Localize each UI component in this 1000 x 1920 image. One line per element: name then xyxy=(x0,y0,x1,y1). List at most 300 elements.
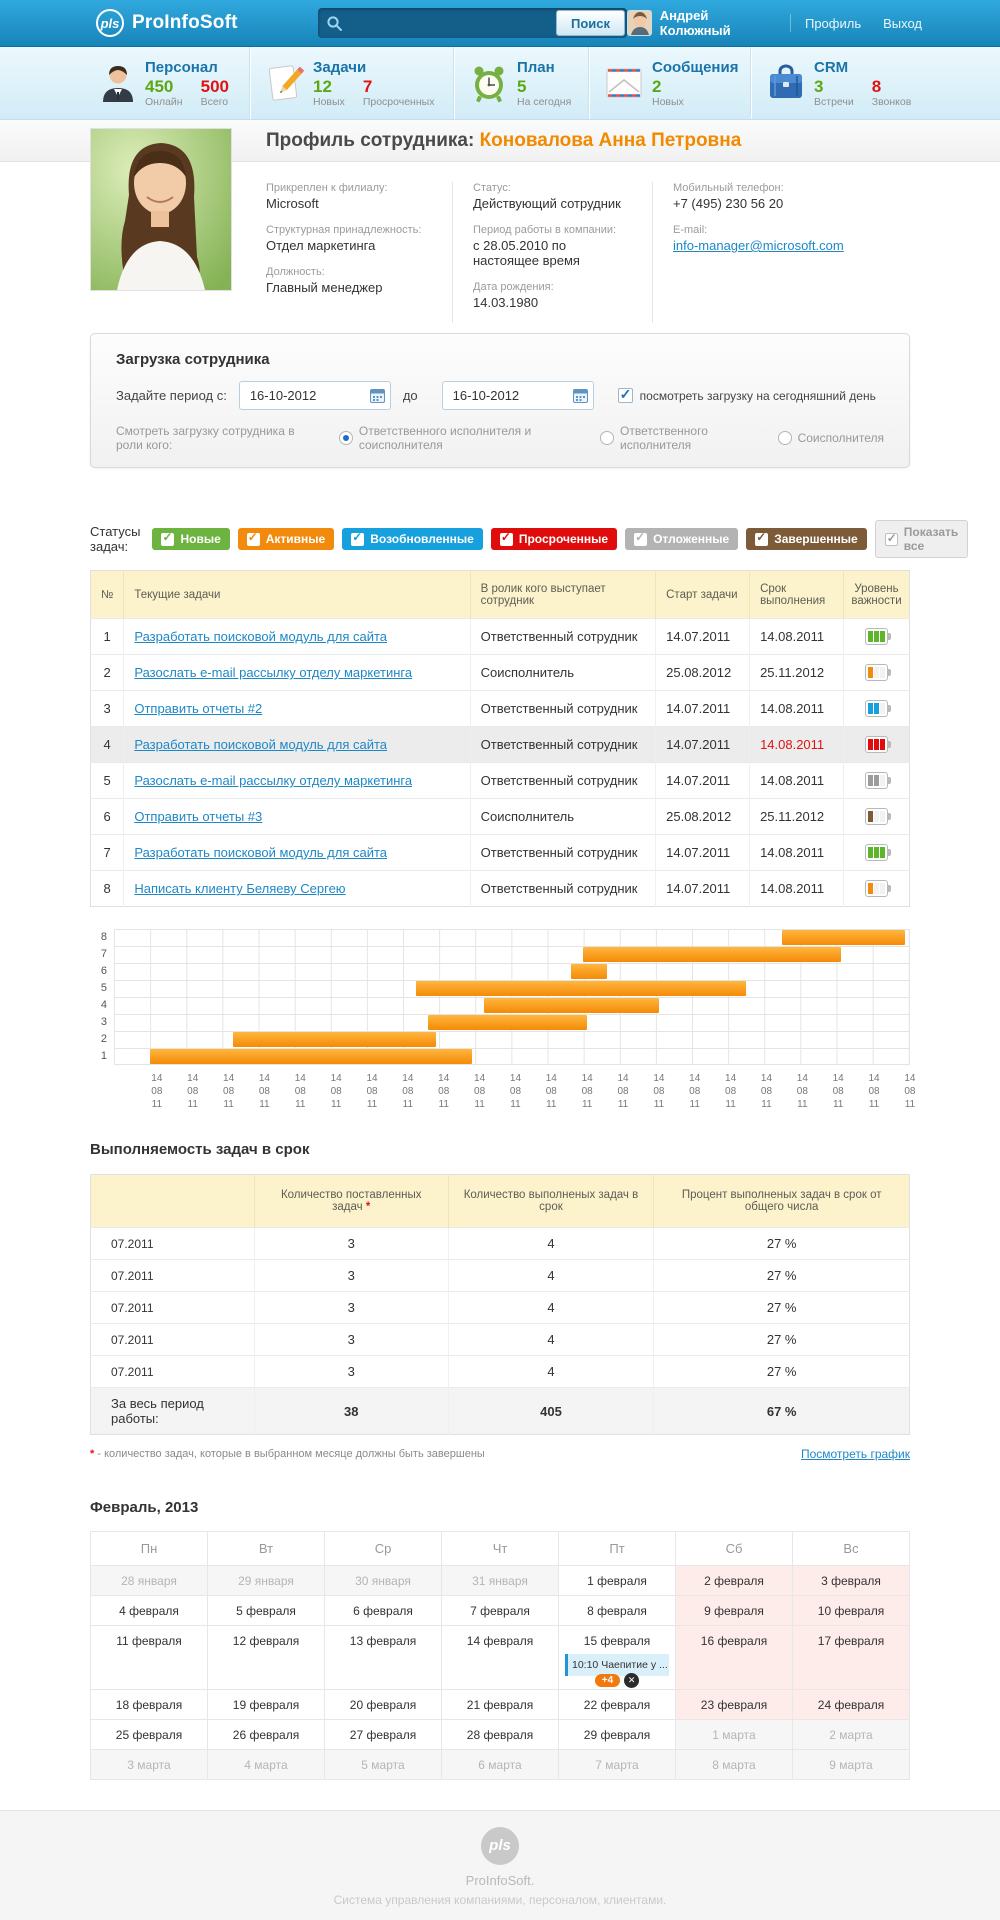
gantt-row-label: 3 xyxy=(100,1016,107,1028)
calendar-day[interactable] xyxy=(91,1596,208,1626)
calendar-week xyxy=(91,1596,910,1626)
calendar-day[interactable] xyxy=(325,1566,442,1596)
task-due: 14.08.2011 xyxy=(750,691,844,727)
day-label: 20 февраля xyxy=(349,1698,417,1712)
calendar-day[interactable] xyxy=(676,1626,793,1690)
day-label: 29 января xyxy=(238,1574,294,1588)
col-header-percent: Процент выполненых задач в срок от общего числа xyxy=(654,1175,910,1228)
gantt-tick-label: 14 08 11 xyxy=(868,1073,880,1110)
col-header-empty xyxy=(91,1175,255,1228)
date-from-input[interactable] xyxy=(239,381,391,410)
stat-label: Просроченных xyxy=(362,95,435,108)
task-link[interactable]: Разработать поисковой модуль для сайта xyxy=(134,845,388,860)
period-label: Задайте период с: xyxy=(116,388,227,403)
task-start: 14.07.2011 xyxy=(656,871,750,907)
badge-label: Активные xyxy=(265,532,326,546)
col-header-done: Количество выполненых задач в срок xyxy=(448,1175,654,1228)
total-value: 38 xyxy=(254,1388,448,1435)
total-row xyxy=(91,1388,910,1435)
calendar-day[interactable] xyxy=(676,1596,793,1626)
stat-label: Новых xyxy=(652,95,684,108)
mail-icon xyxy=(605,62,643,104)
status-filter-resumed[interactable] xyxy=(342,528,483,550)
calendar-day[interactable] xyxy=(676,1566,793,1596)
footer-brand: ProInfoSoft. xyxy=(465,1873,535,1888)
calendar-day[interactable] xyxy=(442,1750,559,1780)
role-radio-both[interactable] xyxy=(339,431,353,445)
battery-bar xyxy=(880,703,885,714)
battery-bar xyxy=(880,631,885,642)
calendar-day[interactable] xyxy=(208,1750,325,1780)
gantt-tick-label: 14 08 11 xyxy=(832,1073,844,1110)
gantt-tick-label: 14 08 11 xyxy=(581,1073,593,1110)
field-label: Прикреплен к филиалу: xyxy=(266,182,388,194)
field-value: Отдел маркетинга xyxy=(266,238,376,253)
gantt-bar-task-7 xyxy=(583,947,841,962)
period-cell: 07.2011 xyxy=(91,1324,255,1356)
calendar-day[interactable] xyxy=(325,1750,442,1780)
search-button[interactable]: Поиск xyxy=(556,10,625,36)
stat-crm[interactable] xyxy=(751,47,1000,119)
gantt-row-label: 7 xyxy=(100,948,107,960)
status-filter-new[interactable] xyxy=(152,528,229,550)
day-label: 7 марта xyxy=(595,1758,639,1772)
role-radio-responsible[interactable] xyxy=(600,431,614,445)
profile-link[interactable]: Профиль xyxy=(804,15,862,31)
day-label: 24 февраля xyxy=(817,1698,885,1712)
page-title-prefix: Профиль сотрудника: xyxy=(266,129,475,151)
importance-level-icon xyxy=(865,880,888,897)
gantt-tick-label: 14 08 11 xyxy=(653,1073,665,1110)
task-link[interactable]: Разработать поисковой модуль для сайта xyxy=(134,737,388,752)
status-filter-postponed[interactable] xyxy=(625,528,738,550)
task-num: 3 xyxy=(91,691,124,727)
value-cell: 27 % xyxy=(654,1292,910,1324)
calendar-day[interactable] xyxy=(325,1626,442,1690)
field-value: Действующий сотрудник xyxy=(473,196,621,211)
day-label: 6 марта xyxy=(478,1758,522,1772)
calendar-day[interactable] xyxy=(559,1720,676,1750)
col-header-due: Срок выполнения xyxy=(750,571,844,619)
stat-title: CRM xyxy=(814,58,849,76)
calendar-day-headers xyxy=(91,1532,910,1566)
today-checkbox-label: посмотреть загрузку на сегодняшний день xyxy=(639,388,876,403)
search-icon xyxy=(326,15,343,32)
value-cell: 3 xyxy=(254,1260,448,1292)
checkbox-icon xyxy=(755,533,768,546)
stat-title: План xyxy=(517,58,555,76)
checkbox-icon xyxy=(500,533,513,546)
battery-bar xyxy=(868,847,873,858)
task-role: Ответственный сотрудник xyxy=(470,835,656,871)
calendar-day[interactable] xyxy=(442,1720,559,1750)
battery-bar xyxy=(880,883,885,894)
task-due: 14.08.2011 xyxy=(750,835,844,871)
calendar-day[interactable] xyxy=(793,1720,910,1750)
status-filter-overdue[interactable] xyxy=(491,528,617,550)
calendar-week xyxy=(91,1566,910,1596)
email-link[interactable]: info-manager@microsoft.com xyxy=(673,238,844,253)
gantt-tick-label: 14 08 11 xyxy=(545,1073,557,1110)
date-to-input[interactable] xyxy=(442,381,594,410)
status-filter-show-all[interactable] xyxy=(875,520,969,558)
calendar-day[interactable] xyxy=(91,1566,208,1596)
alarm-clock-icon xyxy=(470,62,508,104)
badge-label: Завершенные xyxy=(774,532,858,546)
day-label: 8 марта xyxy=(712,1758,756,1772)
user-avatar[interactable] xyxy=(627,10,652,36)
day-label: 14 февраля xyxy=(466,1634,534,1648)
table-row xyxy=(91,1292,910,1324)
footer-logo-icon: pls xyxy=(481,1827,519,1865)
gantt-chart xyxy=(90,929,916,1111)
importance-level-icon xyxy=(865,664,888,681)
day-header: Ср xyxy=(325,1532,442,1566)
header-divider xyxy=(790,14,791,32)
table-footnote xyxy=(90,1448,485,1460)
task-role: Соисполнитель xyxy=(470,655,656,691)
task-role: Ответственный сотрудник xyxy=(470,691,656,727)
task-role: Ответственный сотрудник xyxy=(470,871,656,907)
battery-bar xyxy=(874,703,879,714)
task-link[interactable]: Разработать поисковой модуль для сайта xyxy=(134,629,388,644)
gantt-tick-label: 14 08 11 xyxy=(294,1073,306,1110)
day-label: 5 февраля xyxy=(236,1604,296,1618)
task-due: 14.08.2011 xyxy=(750,763,844,799)
stat-value: 12 xyxy=(313,76,332,96)
day-label: 2 февраля xyxy=(704,1574,764,1588)
calendar-day[interactable] xyxy=(442,1566,559,1596)
calendar-day[interactable] xyxy=(442,1690,559,1720)
calendar-day[interactable] xyxy=(325,1690,442,1720)
stat-value: 2 xyxy=(652,76,662,96)
gantt-tick-label: 14 08 11 xyxy=(474,1073,486,1110)
day-label: 3 февраля xyxy=(821,1574,881,1588)
battery-bar xyxy=(868,703,873,714)
col-header-level: Уровень важности xyxy=(844,571,910,619)
stat-title: Персонал xyxy=(145,58,218,76)
task-role: Ответственный сотрудник xyxy=(470,619,656,655)
gantt-tick-label: 14 08 11 xyxy=(187,1073,199,1110)
task-due: 14.08.2011 xyxy=(750,871,844,907)
value-cell: 27 % xyxy=(654,1356,910,1388)
stat-plan[interactable] xyxy=(454,47,589,119)
col-header-assigned xyxy=(254,1175,448,1228)
task-start: 14.07.2011 xyxy=(656,691,750,727)
day-label: 28 февраля xyxy=(466,1728,534,1742)
status-filters xyxy=(90,520,959,558)
calendar-icon[interactable] xyxy=(370,388,385,403)
calendar-week xyxy=(91,1690,910,1720)
day-header: Вс xyxy=(793,1532,910,1566)
calendar-day[interactable] xyxy=(208,1626,325,1690)
brand-name: ProInfoSoft xyxy=(132,12,238,33)
task-num: 4 xyxy=(91,727,124,763)
period-cell: 07.2011 xyxy=(91,1356,255,1388)
day-header: Пт xyxy=(559,1532,676,1566)
battery-bar xyxy=(868,739,873,750)
battery-bar xyxy=(868,775,873,786)
field-label: Структурная принадлежность: xyxy=(266,224,422,236)
task-role: Ответственный сотрудник xyxy=(470,727,656,763)
day-header: Пн xyxy=(91,1532,208,1566)
calendar-day[interactable] xyxy=(676,1690,793,1720)
task-start: 14.07.2011 xyxy=(656,835,750,871)
task-start: 14.07.2011 xyxy=(656,727,750,763)
tasks-table-header xyxy=(91,571,910,619)
calendar-day[interactable] xyxy=(559,1750,676,1780)
gantt-bar-task-1 xyxy=(150,1049,472,1064)
day-label: 4 февраля xyxy=(119,1604,179,1618)
value-cell: 4 xyxy=(448,1356,654,1388)
calendar-event[interactable] xyxy=(565,1654,669,1676)
col-header-role: В ролик кого выступает сотрудник xyxy=(470,571,656,619)
calendar-day[interactable] xyxy=(91,1750,208,1780)
performance-header xyxy=(91,1175,910,1228)
period-cell: 07.2011 xyxy=(91,1260,255,1292)
stat-title: Сообщения xyxy=(652,58,739,76)
stat-value: 8 xyxy=(871,76,882,96)
table-row xyxy=(91,871,910,907)
asterisk: * xyxy=(90,1448,95,1460)
view-chart-link[interactable]: Посмотреть график xyxy=(800,1447,910,1461)
to-label: до xyxy=(402,388,418,403)
calendar-day[interactable] xyxy=(442,1626,559,1690)
profile-section xyxy=(0,120,1000,329)
stat-label: Новых xyxy=(313,95,345,108)
load-panel-title: Загрузка сотрудника xyxy=(116,351,270,368)
calendar-week xyxy=(91,1626,910,1690)
status-filter-active[interactable] xyxy=(238,528,334,550)
person-icon xyxy=(100,62,136,104)
calendar xyxy=(90,1531,910,1780)
stat-value: 7 xyxy=(362,76,373,96)
calendar-day[interactable] xyxy=(91,1690,208,1720)
day-header: Чт xyxy=(442,1532,559,1566)
task-num: 2 xyxy=(91,655,124,691)
value-cell: 3 xyxy=(254,1356,448,1388)
importance-level-icon xyxy=(865,844,888,861)
table-row xyxy=(91,835,910,871)
today-checkbox[interactable] xyxy=(618,388,633,403)
table-row xyxy=(91,1324,910,1356)
calendar-day[interactable] xyxy=(559,1596,676,1626)
calendar-day[interactable] xyxy=(676,1720,793,1750)
battery-bar xyxy=(880,847,885,858)
value-cell: 4 xyxy=(448,1228,654,1260)
task-link[interactable]: Отправить отчеты #3 xyxy=(134,809,263,824)
footnote-text: - количество задач, которые в выбранном месяце должны быть завершены xyxy=(97,1448,485,1460)
day-label: 7 февраля xyxy=(470,1604,530,1618)
day-header: Вт xyxy=(208,1532,325,1566)
calendar-day[interactable] xyxy=(208,1566,325,1596)
day-label: 9 февраля xyxy=(704,1604,764,1618)
battery-bar xyxy=(874,811,879,822)
field-label: Период работы в компании: xyxy=(473,224,617,236)
field-label: E-mail: xyxy=(673,224,708,236)
footer-tagline: Система управления компаниями, персоналом, клиентами. xyxy=(333,1893,667,1907)
gantt-tick-label: 14 08 11 xyxy=(151,1073,163,1110)
total-value: 405 xyxy=(448,1388,654,1435)
search-bar xyxy=(318,8,627,38)
stat-value: 500 xyxy=(200,76,229,96)
task-link[interactable]: Разослать e-mail рассылку отделу маркетинга xyxy=(134,773,413,788)
field-value: с 28.05.2010 по настоящее время xyxy=(473,238,580,268)
day-label: 9 марта xyxy=(829,1758,873,1772)
gantt-bar-task-4 xyxy=(484,998,659,1013)
field-value: +7 (495) 230 56 20 xyxy=(673,196,784,211)
task-link[interactable]: Отправить отчеты #2 xyxy=(134,701,263,716)
tasks-icon xyxy=(266,62,304,104)
gantt-row-labels xyxy=(90,929,114,1065)
calendar-day[interactable] xyxy=(325,1720,442,1750)
employee-photo xyxy=(90,128,232,291)
event-title: 10:10 Чаепитие у ... xyxy=(572,1659,668,1671)
gantt-plot xyxy=(114,929,910,1065)
stat-messages[interactable] xyxy=(589,47,751,119)
gantt-bar-task-8 xyxy=(782,930,905,945)
stat-value: 450 xyxy=(145,76,174,96)
calendar-day[interactable] xyxy=(793,1596,910,1626)
table-row xyxy=(91,691,910,727)
calendar-day[interactable] xyxy=(91,1720,208,1750)
gantt-tick-label: 14 08 11 xyxy=(617,1073,629,1110)
task-link[interactable]: Написать клиенту Беляеву Сергею xyxy=(134,881,346,896)
day-label: 22 февраля xyxy=(583,1698,651,1712)
more-events-badge[interactable]: +4 xyxy=(595,1674,620,1687)
day-label: 4 марта xyxy=(244,1758,288,1772)
task-role: Соисполнитель xyxy=(470,799,656,835)
gantt-bar-task-5 xyxy=(416,981,746,996)
task-num: 5 xyxy=(91,763,124,799)
calendar-day[interactable] xyxy=(793,1566,910,1596)
table-row xyxy=(91,1356,910,1388)
task-num: 7 xyxy=(91,835,124,871)
stat-personnel[interactable] xyxy=(0,47,250,119)
role-option-label: Соисполнителя xyxy=(797,431,884,445)
role-label: Смотреть загрузку сотрудника в роли кого: xyxy=(116,424,295,452)
task-num: 6 xyxy=(91,799,124,835)
col-header-start: Старт задачи xyxy=(656,571,750,619)
value-cell: 3 xyxy=(254,1324,448,1356)
task-start: 25.08.2012 xyxy=(656,799,750,835)
battery-bar xyxy=(874,631,879,642)
calendar-day[interactable] xyxy=(559,1566,676,1596)
table-row xyxy=(91,619,910,655)
day-label: 26 февраля xyxy=(232,1728,300,1742)
calendar-day[interactable] xyxy=(208,1690,325,1720)
gantt-bar-task-6 xyxy=(571,964,607,979)
gantt-tick-label: 14 08 11 xyxy=(725,1073,737,1110)
day-label: 2 марта xyxy=(829,1728,873,1742)
battery-bar xyxy=(874,667,879,678)
stat-label: Онлайн xyxy=(145,95,183,108)
close-icon[interactable] xyxy=(624,1673,639,1688)
page-footer xyxy=(0,1810,1000,1920)
status-filter-completed[interactable] xyxy=(746,528,867,550)
logout-link[interactable]: Выход xyxy=(883,15,922,31)
calendar-day[interactable] xyxy=(793,1690,910,1720)
day-label: 30 января xyxy=(355,1574,411,1588)
calendar-day[interactable] xyxy=(325,1596,442,1626)
task-start: 14.07.2011 xyxy=(656,619,750,655)
value-cell: 27 % xyxy=(654,1260,910,1292)
top-header xyxy=(0,0,1000,47)
stat-title: Задачи xyxy=(313,58,367,76)
gantt-bar-task-2 xyxy=(233,1032,436,1047)
day-label: 27 февраля xyxy=(349,1728,417,1742)
logo-icon: pls xyxy=(96,9,124,37)
checkbox-icon xyxy=(247,533,260,546)
battery-bar xyxy=(868,631,873,642)
user-name: Андрей Колюжный xyxy=(659,8,731,38)
field-value: Главный менеджер xyxy=(266,280,383,295)
calendar-day[interactable] xyxy=(559,1690,676,1720)
calendar-day[interactable] xyxy=(208,1720,325,1750)
gantt-tick-label: 14 08 11 xyxy=(904,1073,916,1110)
calendar-day[interactable] xyxy=(442,1596,559,1626)
stat-tasks[interactable] xyxy=(250,47,454,119)
calendar-day-with-event[interactable] xyxy=(559,1626,676,1690)
task-due: 14.08.2011 xyxy=(750,619,844,655)
battery-bar xyxy=(880,667,885,678)
value-cell: 27 % xyxy=(654,1324,910,1356)
day-label: 21 февраля xyxy=(466,1698,534,1712)
gantt-row-label: 4 xyxy=(100,999,107,1011)
value-cell: 4 xyxy=(448,1260,654,1292)
day-label: 23 февраля xyxy=(700,1698,768,1712)
calendar-day[interactable] xyxy=(208,1596,325,1626)
calendar-day[interactable] xyxy=(793,1626,910,1690)
calendar-icon[interactable] xyxy=(573,388,588,403)
value-cell: 4 xyxy=(448,1324,654,1356)
role-radio-coexecutor[interactable] xyxy=(778,431,792,445)
day-label: 18 февраля xyxy=(115,1698,183,1712)
table-row xyxy=(91,1228,910,1260)
importance-level-icon xyxy=(865,808,888,825)
gantt-tick-label: 14 08 11 xyxy=(366,1073,378,1110)
field-label: Мобильный телефон: xyxy=(673,182,784,194)
total-label: За весь период работы: xyxy=(91,1388,255,1435)
day-label: 5 марта xyxy=(361,1758,405,1772)
calendar-day[interactable] xyxy=(793,1750,910,1780)
field-label: Дата рождения: xyxy=(473,281,554,293)
gantt-ticks xyxy=(121,1072,916,1111)
value-cell: 3 xyxy=(254,1292,448,1324)
gantt-row-label: 5 xyxy=(100,982,107,994)
calendar-day[interactable] xyxy=(676,1750,793,1780)
gantt-tick-label: 14 08 11 xyxy=(760,1073,773,1110)
calendar-week xyxy=(91,1750,910,1780)
gantt-tick-label: 14 08 11 xyxy=(223,1073,235,1110)
stats-bar xyxy=(0,47,1000,120)
calendar-day[interactable] xyxy=(91,1626,208,1690)
battery-bar xyxy=(874,883,879,894)
day-label: 31 января xyxy=(472,1574,528,1588)
role-option-label: Ответственного исполнителя xyxy=(620,424,708,452)
gantt-tick-label: 14 08 11 xyxy=(258,1073,270,1110)
stat-label: Всего xyxy=(200,95,229,108)
battery-bar xyxy=(880,739,885,750)
checkbox-icon xyxy=(351,533,364,546)
col-header-task: Текущие задачи xyxy=(124,571,470,619)
task-link[interactable]: Разослать e-mail рассылку отделу маркетинга xyxy=(134,665,413,680)
stat-label: Звонков xyxy=(871,95,912,108)
task-num: 1 xyxy=(91,619,124,655)
col-header-num: № xyxy=(91,571,124,619)
field-label: Должность: xyxy=(266,266,325,278)
total-value: 67 % xyxy=(654,1388,910,1435)
